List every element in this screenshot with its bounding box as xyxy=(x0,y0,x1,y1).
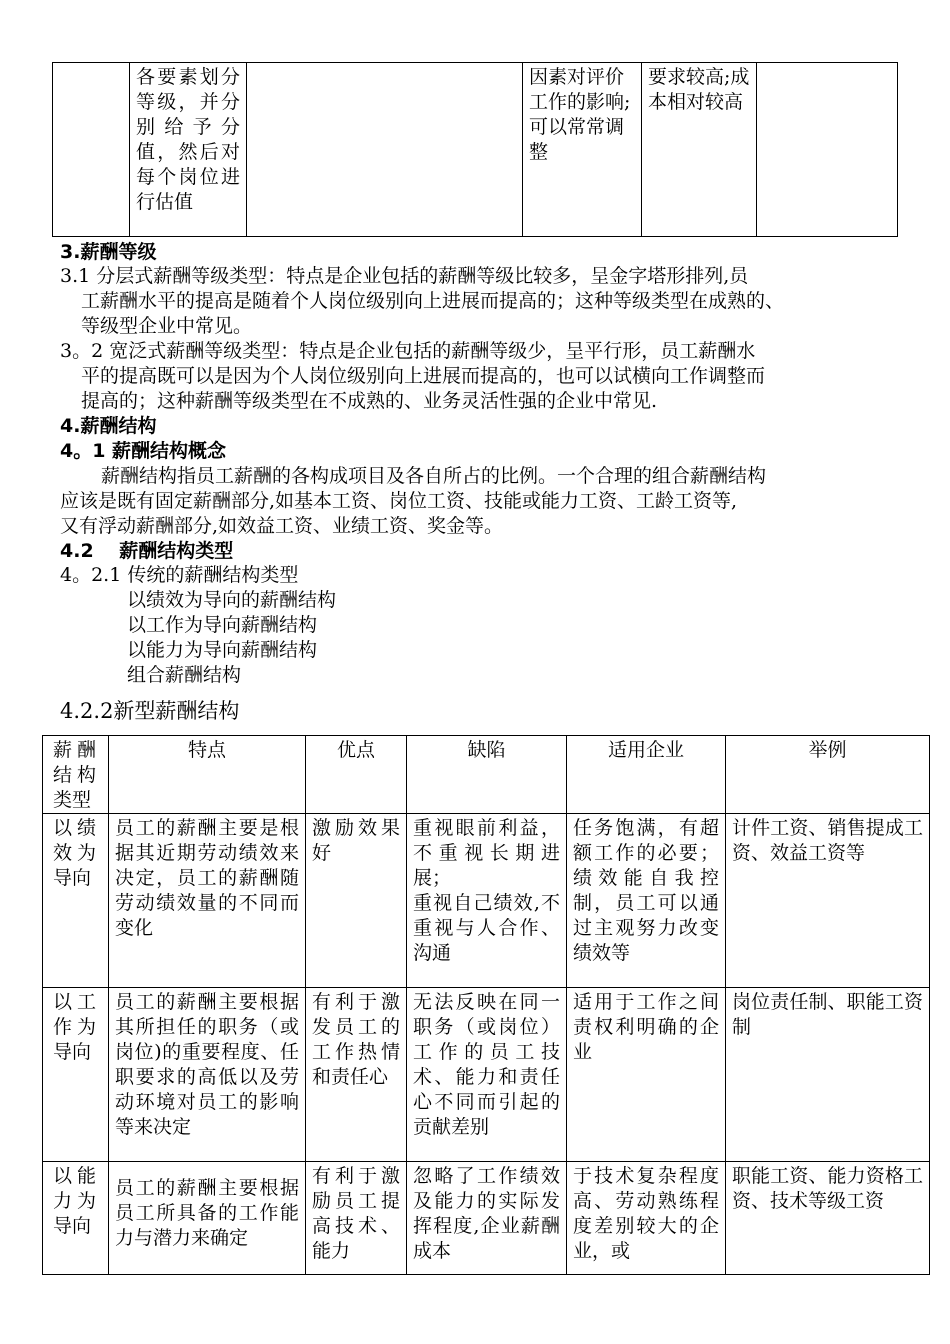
table-cell: 适用于工作之间责权利明确的企业 xyxy=(567,988,726,1162)
top-cell xyxy=(53,63,130,237)
para-3-1-line: 3.1 分层式薪酬等级类型：特点是企业包括的薪酬等级比较多，呈金字塔形排列,员 xyxy=(60,265,749,287)
section-3-title: 3.薪酬等级 xyxy=(60,241,157,263)
section-4-title: 4.薪酬结构 xyxy=(60,415,157,437)
list-item: 以能力为导向薪酬结构 xyxy=(127,639,318,661)
top-table-row xyxy=(53,63,898,237)
top-cell: 要求较高;成本相对较高 xyxy=(642,63,757,237)
table-cell: 计件工资、销售提成工资、效益工资等 xyxy=(726,814,930,988)
para-3-2-line: 提高的；这种薪酬等级类型在不成熟的、业务灵活性强的企业中常见. xyxy=(81,390,658,412)
list-item: 以工作为导向薪酬结构 xyxy=(127,614,318,636)
para-3-2-line: 平的提高既可以是因为个人岗位级别向上进展而提高的，也可以试横向工作调整而 xyxy=(81,365,766,387)
para-3-1-line: 工薪酬水平的提高是随着个人岗位级别向上进展而提高的；这种等级类型在成熟的、 xyxy=(81,290,785,312)
table-cell: 岗位责任制、职能工资制 xyxy=(726,988,930,1162)
table-cell: 忽略了工作绩效及能力的实际发挥程度,企业薪酬成本 xyxy=(407,1162,567,1275)
para-4-1-line: 薪酬结构指员工薪酬的各构成项目及各自所占的比例。一个合理的组合薪酬结构 xyxy=(101,465,767,487)
section-4-1-title: 4。1 薪酬结构概念 xyxy=(60,440,227,462)
top-cell xyxy=(247,63,523,237)
table-cell: 无法反映在同一职务（或岗位）工作的员工技术、能力和责任心不同而引起的贡献差别 xyxy=(407,988,567,1162)
column-header: 举例 xyxy=(726,736,930,814)
column-header: 薪酬结构类型 xyxy=(43,736,109,814)
list-item: 以绩效为导向的薪酬结构 xyxy=(127,589,337,611)
table-cell: 以工作为导向 xyxy=(43,988,109,1162)
para-4-1-line: 又有浮动薪酬部分,如效益工资、业绩工资、奖金等。 xyxy=(60,515,504,537)
table-cell: 员工的薪酬主要是根据其近期劳动绩效来决定，员工的薪酬随劳动绩效量的不同而变化 xyxy=(109,814,306,988)
table-cell: 员工的薪酬主要根据员工所具备的工作能力与潜力来确定 xyxy=(109,1162,306,1275)
table-cell: 于技术复杂程度高、劳动熟练程度差别较大的企业，或 xyxy=(567,1162,726,1275)
top-cell xyxy=(757,63,898,237)
section-4-2-title: 4.2 薪酬结构类型 xyxy=(60,540,234,562)
top-cell: 各要素划分等级，并分别给予分值，然后对每个岗位进行估值 xyxy=(130,63,247,237)
column-header: 适用企业 xyxy=(567,736,726,814)
salary-structure-table xyxy=(42,735,930,1275)
table-cell: 以绩效为导向 xyxy=(43,814,109,988)
list-item: 组合薪酬结构 xyxy=(127,664,242,686)
table-cell: 任务饱满，有超额工作的必要；绩效能自我控制，员工可以通过主观努力改变绩效等 xyxy=(567,814,726,988)
table-row xyxy=(43,1162,930,1275)
column-header: 优点 xyxy=(306,736,407,814)
table-cell: 有利于激励员工提高技术、能力 xyxy=(306,1162,407,1275)
column-header: 缺陷 xyxy=(407,736,567,814)
para-4-1-line: 应该是既有固定薪酬部分,如基本工资、岗位工资、技能或能力工资、工龄工资等, xyxy=(60,490,738,512)
section-4-2-2-title: 4.2.2新型薪酬结构 xyxy=(60,699,240,723)
para-3-2-line: 3。2 宽泛式薪酬等级类型：特点是企业包括的薪酬等级少，呈平行形，员工薪酬水 xyxy=(60,340,756,362)
table-cell: 激励效果好 xyxy=(306,814,407,988)
table-cell: 员工的薪酬主要根据其所担任的职务（或岗位)的重要程度、任职要求的高低以及劳动环境对员工的影响等来决定 xyxy=(109,988,306,1162)
top-table xyxy=(52,62,898,237)
table-cell: 职能工资、能力资格工资、技术等级工资 xyxy=(726,1162,930,1275)
para-3-1-line: 等级型企业中常见。 xyxy=(81,315,253,337)
table-row xyxy=(43,988,930,1162)
top-cell: 因素对评价工作的影响;可以常常调整 xyxy=(523,63,642,237)
table-cell: 有利于激发员工的工作热情和责任心 xyxy=(306,988,407,1162)
table-header-row xyxy=(43,736,930,814)
table-cell: 以能力为导向 xyxy=(43,1162,109,1275)
table-cell: 重视眼前利益，不重视长期进展； 重视自己绩效,不重视与人合作、沟通 xyxy=(407,814,567,988)
section-4-2-1-title: 4。2.1 传统的薪酬结构类型 xyxy=(60,564,299,586)
table-row xyxy=(43,814,930,988)
column-header: 特点 xyxy=(109,736,306,814)
